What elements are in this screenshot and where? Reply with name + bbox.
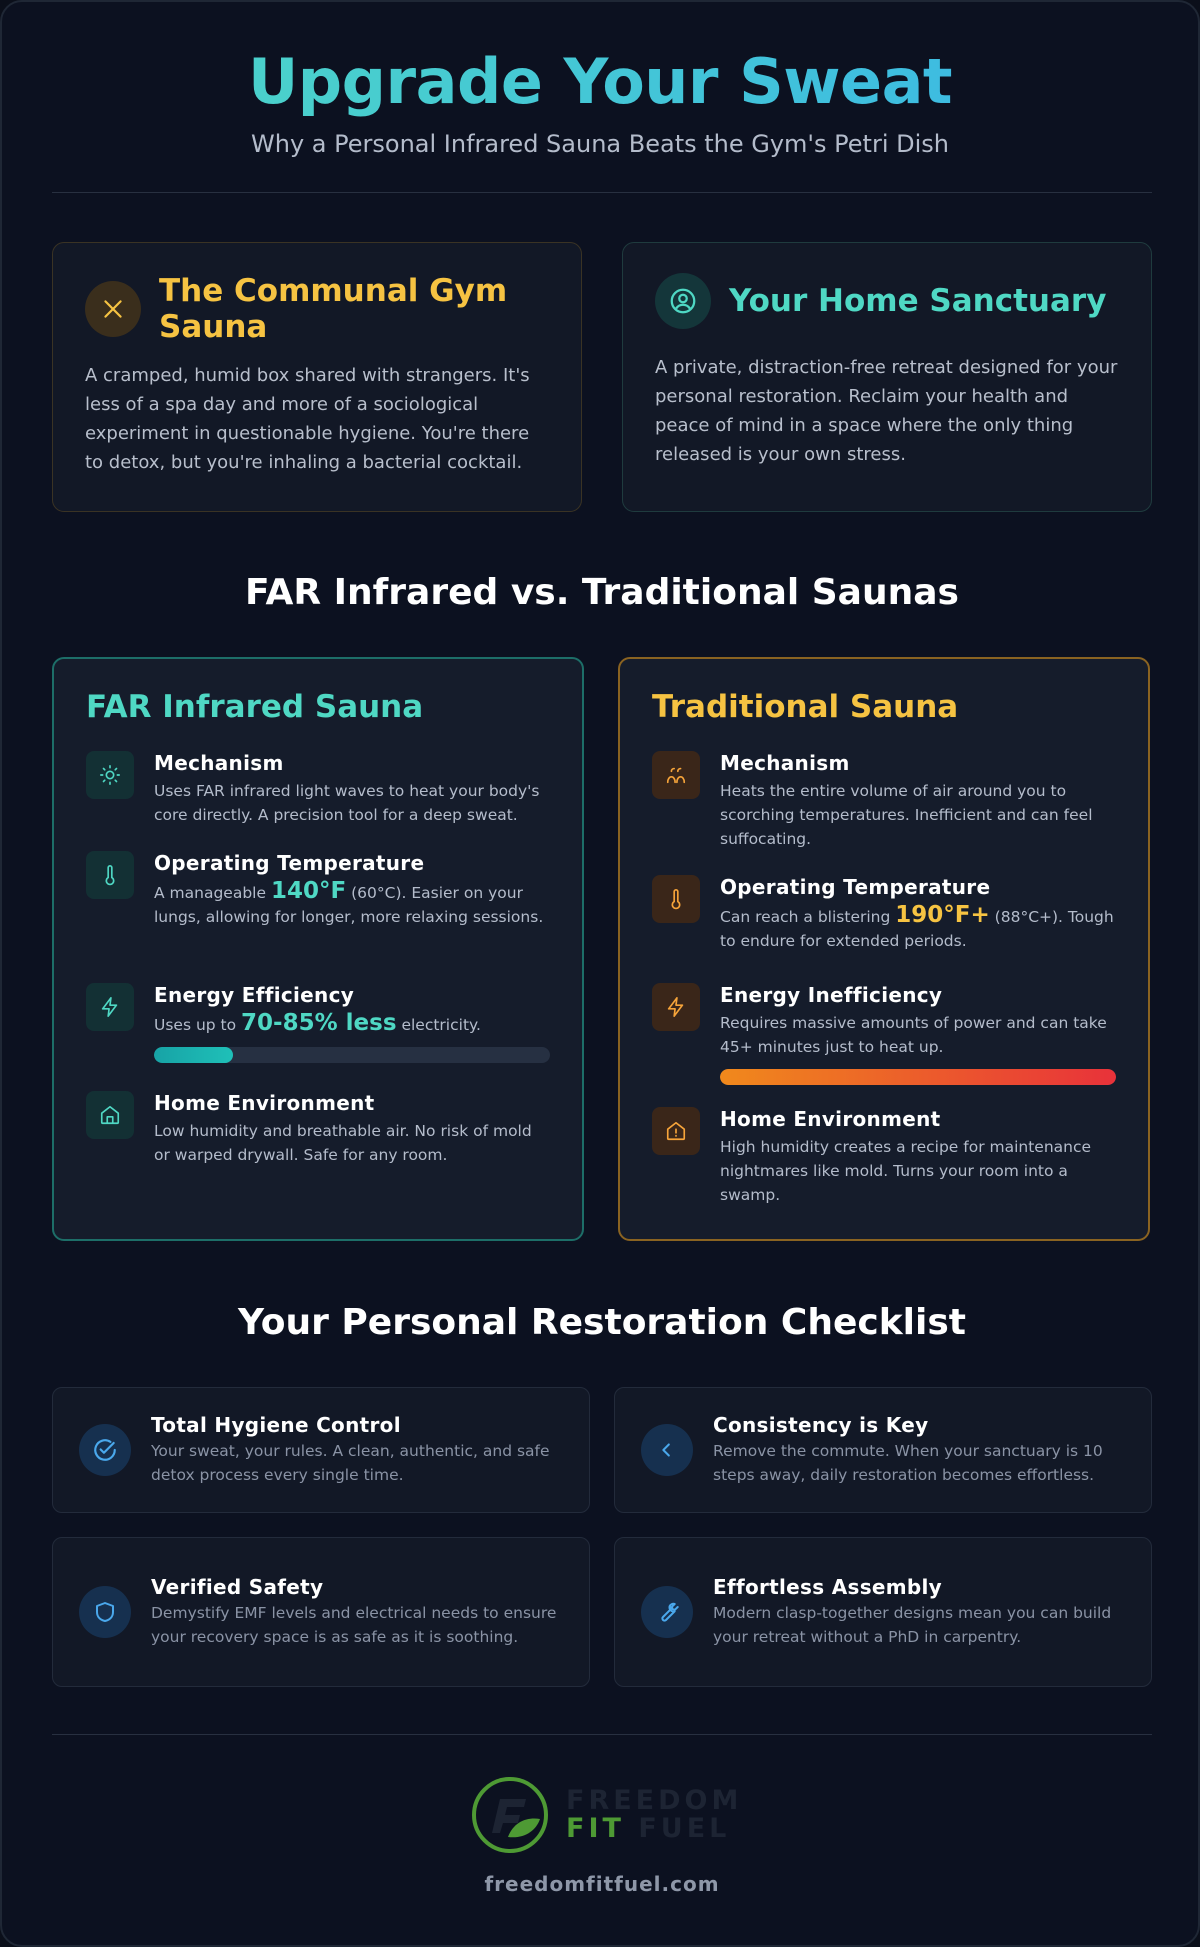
far-temperature-text [154,879,550,929]
trad-temperature-post: (88°C+). Tough to endure for extended periods. [720,908,1114,950]
far-environment-text: Low humidity and breathable air. No risk of mold or warped drywall. Safe for any room. [154,1122,532,1164]
checklist-item-hygiene [52,1387,590,1513]
home-icon [86,1091,134,1139]
trad-environment [652,1107,1116,1207]
far-environment [86,1091,550,1167]
heat-waves-icon [652,751,700,799]
lightning-icon [86,983,134,1031]
far-energy-text [154,1011,550,1037]
trad-temperature-title: Operating Temperature [720,875,991,899]
trad-temperature [652,875,1116,953]
checklist-item-title: Total Hygiene Control [151,1413,401,1437]
far-mechanism-text: Uses FAR infrared light waves to heat your body's core directly. A precision tool for a deep sweat. [154,782,540,824]
shield-icon [79,1586,131,1638]
trad-temperature-pre: Can reach a blistering [720,908,896,926]
home-sanctuary-text: A private, distraction-free retreat designed for your personal restoration. Reclaim your health and peace of mind in a space where the only thing released is your own stress. [655,357,1118,465]
far-energy-bar [154,1047,550,1063]
trad-energy-bar-fill [720,1069,1116,1085]
freedom-fit-fuel-logo [470,1775,742,1855]
trad-temperature-value: 190°F+ [895,902,990,928]
chevron-left-icon [641,1424,693,1476]
far-energy-pre: Uses up to [154,1016,242,1034]
far-infrared-title: FAR Infrared Sauna [86,689,424,725]
logo-mark-icon [470,1775,550,1855]
trad-energy-bar [720,1069,1116,1085]
lightning-icon [652,983,700,1031]
checklist-item-assembly [614,1537,1152,1687]
comparison-heading: FAR Infrared vs. Traditional Saunas [245,572,959,613]
far-environment-title: Home Environment [154,1091,375,1115]
page-title: Upgrade Your Sweat [2,46,1198,118]
trad-mechanism-text: Heats the entire volume of air around you to scorching temperatures. Inefficient and can feel suffocating. [720,782,1093,848]
far-energy-bar-fill [154,1047,233,1063]
logo-line-2a: FIT [566,1813,625,1844]
logo-line-1: FREEDOM [566,1785,743,1816]
home-sanctuary-title: Your Home Sanctuary [729,283,1107,319]
home-sanctuary-card [622,242,1152,512]
checklist-item-text: Remove the commute. When your sanctuary is 10 steps away, daily restoration becomes effortless. [713,1442,1103,1484]
trad-energy [652,983,1116,1085]
far-temperature-pre: A manageable [154,884,271,902]
divider [52,1734,1152,1735]
far-energy [86,983,550,1063]
x-icon [85,281,141,337]
sun-icon [86,751,134,799]
far-temperature [86,851,550,929]
gym-sauna-card [52,242,582,512]
far-temperature-post: (60°C). Easier on your lungs, allowing for longer, more relaxing sessions. [154,884,544,926]
gym-sauna-text: A cramped, humid box shared with strangers. It's less of a spa day and more of a sociological experiment in questionable hygiene. You're there to detox, but you're inhaling a bacterial cocktail. [85,365,530,473]
gym-sauna-title: The Communal Gym Sauna [159,273,508,345]
trad-environment-title: Home Environment [720,1107,941,1131]
divider [52,192,1152,193]
page-subtitle: Why a Personal Infrared Sauna Beats the Gym's Petri Dish [251,130,949,158]
wrench-icon [641,1586,693,1638]
far-infrared-card [52,657,584,1241]
checklist-item-title: Effortless Assembly [713,1575,943,1599]
traditional-sauna-title: Traditional Sauna [652,689,959,725]
checklist-item-text: Modern clasp-together designs mean you can build your retreat without a PhD in carpentry. [713,1604,1112,1646]
check-circle-icon [79,1424,131,1476]
trad-temperature-text [720,903,1116,953]
footer-url[interactable]: freedomfitfuel.com [484,1872,720,1896]
trad-mechanism [652,751,1116,851]
checklist-item-title: Verified Safety [151,1575,324,1599]
checklist-heading: Your Personal Restoration Checklist [238,1302,966,1343]
hero [2,2,1198,158]
traditional-sauna-card [618,657,1150,1241]
far-temperature-value: 140°F [270,878,347,904]
alert-home-icon [652,1107,700,1155]
checklist-item-text: Demystify EMF levels and electrical needs to ensure your recovery space is as safe as it is soothing. [151,1604,557,1646]
trad-mechanism-title: Mechanism [720,751,850,775]
far-energy-title: Energy Efficiency [154,983,355,1007]
checklist-item-text: Your sweat, your rules. A clean, authentic, and safe detox process every single time. [151,1442,550,1484]
checklist-item-safety [52,1537,590,1687]
thermometer-icon [652,875,700,923]
trad-energy-title: Energy Inefficiency [720,983,943,1007]
far-temperature-title: Operating Temperature [154,851,425,875]
thermometer-icon [86,851,134,899]
logo-wordmark [566,1787,742,1843]
logo-line-2 [566,1815,742,1843]
far-energy-value: 70-85% less [241,1010,397,1036]
trad-environment-text: High humidity creates a recipe for maintenance nightmares like mold. Turns your room into a swamp. [720,1138,1092,1204]
far-mechanism [86,751,550,827]
trad-energy-text: Requires massive amounts of power and can take 45+ minutes just to heat up. [720,1014,1107,1056]
far-energy-post: electricity. [396,1016,481,1034]
user-circle-icon [655,273,711,329]
logo-line-2b: FUEL [624,1813,731,1844]
checklist-item-title: Consistency is Key [713,1413,929,1437]
far-mechanism-title: Mechanism [154,751,284,775]
checklist-item-consistency [614,1387,1152,1513]
